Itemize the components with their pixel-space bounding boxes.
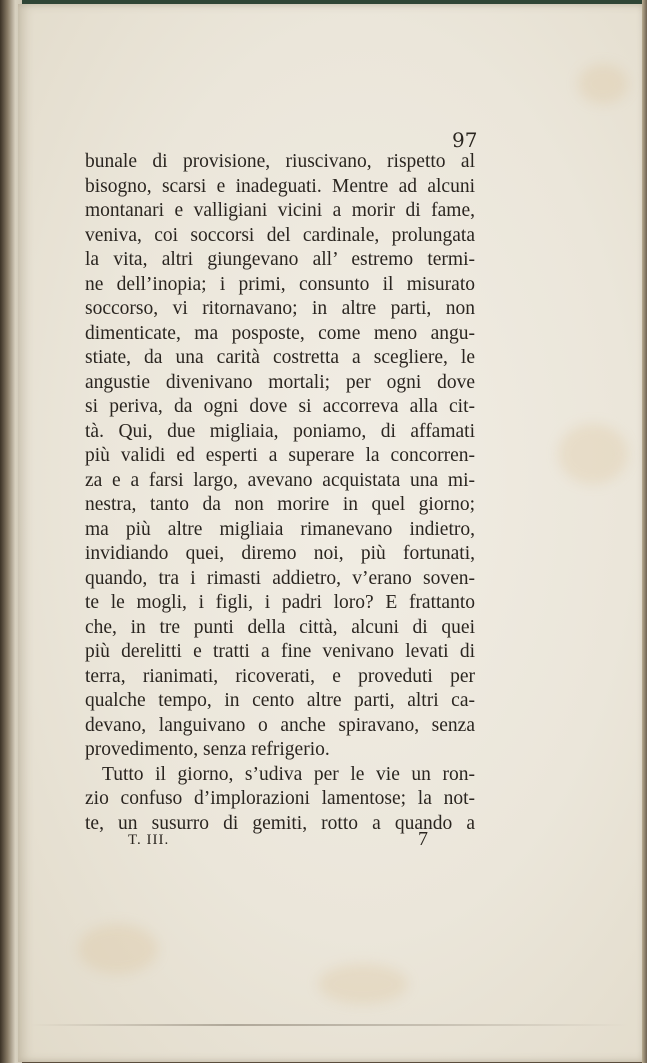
text-line: zio confuso d’implorazioni lamentose; la not- bbox=[85, 788, 475, 809]
text-line: invidiando quei, diremo noi, più fortunati, bbox=[85, 543, 475, 564]
foxing-stain bbox=[578, 64, 628, 104]
text-line: Tutto il giorno, s’udiva per le vie un ron- bbox=[102, 763, 475, 785]
text-line: la vita, altri giungevano all’ estremo termi- bbox=[85, 249, 475, 270]
text-line: ma più altre migliaia rimanevano indietro, bbox=[85, 518, 475, 540]
foxing-stain bbox=[78, 924, 158, 974]
text-line: angustie divenivano mortali; per ogni dove bbox=[85, 371, 475, 393]
page-number: 97 bbox=[452, 128, 478, 152]
text-line: dimenticate, ma posposte, come meno angu- bbox=[85, 322, 475, 344]
text-line: bisogno, scarsi e inadeguati. Mentre ad alcuni bbox=[85, 175, 475, 197]
text-line: più validi ed esperti a superare la concorren- bbox=[85, 445, 475, 466]
text-line: montanari e valligiani vicini a morir di fame, bbox=[85, 200, 475, 221]
text-line: nestra, tanto da non morire in quel giorno; bbox=[85, 494, 475, 515]
page-right-edge bbox=[642, 0, 647, 1063]
text-line: più derelitti e tratti a fine venivano levati di bbox=[85, 641, 475, 662]
text-line: terra, rianimati, ricoverati, e proveduti per bbox=[85, 665, 475, 687]
text-line: veniva, coi soccorsi del cardinale, prolungata bbox=[85, 224, 475, 246]
text-line: qualche tempo, in cento altre parti, altri ca- bbox=[85, 690, 475, 711]
text-line: che, in tre punti della città, alcuni di quei bbox=[85, 616, 475, 638]
text-line: devano, languivano o anche spiravano, senza bbox=[85, 714, 475, 736]
text-line: tà. Qui, due migliaia, poniamo, di affamati bbox=[85, 420, 475, 442]
gathering-number: 7 bbox=[418, 828, 428, 850]
text-line: stiate, da una carità costretta a scegliere, le bbox=[85, 347, 475, 368]
text-line: te le mogli, i figli, i padri loro? E frattanto bbox=[85, 592, 475, 613]
text-line: te, un susurro di gemiti, rotto a quando a bbox=[85, 812, 475, 834]
text-line: za e a farsi largo, avevano acquistata una mi- bbox=[85, 469, 475, 491]
foxing-stain bbox=[318, 964, 408, 1004]
foxing-stain bbox=[558, 424, 628, 484]
body-text bbox=[85, 150, 475, 836]
signature-mark: T. III. bbox=[128, 832, 170, 848]
text-line: soccorso, vi ritornavano; in altre parti, non bbox=[85, 298, 475, 319]
paper-crease bbox=[30, 1024, 630, 1026]
text-line: provedimento, senza refrigerio. bbox=[85, 739, 330, 760]
text-line: quando, tra i rimasti addietro, v’erano soven- bbox=[85, 567, 475, 589]
text-line: ne dell’inopia; i primi, consunto il misurato bbox=[85, 273, 475, 295]
text-line: bunale di provisione, riuscivano, rispetto al bbox=[85, 151, 475, 172]
text-line: si periva, da ogni dove si accorreva alla cit- bbox=[85, 396, 475, 417]
